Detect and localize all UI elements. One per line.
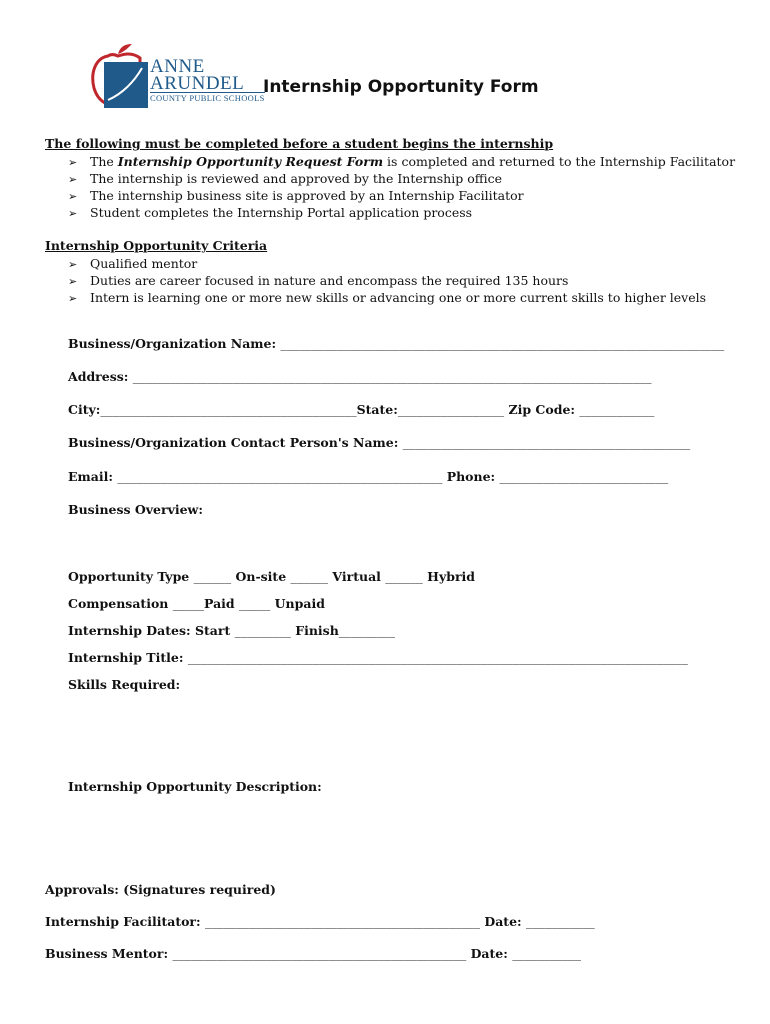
arrow-bullet-icon: ➢ [68, 156, 78, 169]
city-state-zip-row [68, 402, 654, 417]
zip-blank[interactable]: ____________ [579, 402, 655, 417]
virtual-label: Virtual [332, 569, 381, 584]
skills-required-label: Skills Required: [68, 677, 181, 692]
paid-blank[interactable]: _____ [172, 596, 204, 611]
contact-field[interactable] [68, 435, 690, 450]
criteria-list [68, 255, 706, 306]
mentor-date-blank[interactable]: ___________ [512, 946, 581, 961]
facilitator-date-label: Date: [484, 914, 522, 929]
business-name-blank[interactable]: _______________________________________________________________________ [280, 336, 725, 351]
email-label: Email: [68, 469, 113, 484]
business-name-field[interactable] [68, 336, 724, 351]
onsite-blank[interactable]: ______ [193, 569, 232, 584]
mentor-signature-row [45, 946, 581, 961]
apple-leaf-icon [118, 44, 132, 54]
address-label: Address: [68, 369, 129, 384]
list-item: ➢ Intern is learning one or more new skills or advancing one or more current skills to higher levels [68, 290, 707, 305]
email-phone-row [68, 469, 668, 484]
logo-wordmark [150, 58, 265, 103]
facilitator-signature-row [45, 914, 595, 929]
onsite-label: On-site [235, 569, 287, 584]
facilitator-date-blank[interactable]: ___________ [526, 914, 595, 929]
requirements-list [68, 153, 735, 221]
list-item: ➢ Qualified mentor [68, 256, 198, 271]
arrow-bullet-icon: ➢ [68, 190, 78, 203]
list-item: ➢ The internship is reviewed and approved by the Internship office [68, 171, 503, 186]
contact-label: Business/Organization Contact Person's Name: [68, 435, 399, 450]
state-blank[interactable]: _________________ [397, 402, 505, 417]
phone-label: Phone: [446, 469, 496, 484]
criteria-heading: Internship Opportunity Criteria [45, 238, 268, 253]
address-blank[interactable]: ___________________________________________________________________________________ [132, 369, 652, 384]
internship-title-field[interactable] [68, 650, 688, 665]
business-overview-label: Business Overview: [68, 502, 203, 517]
arrow-bullet-icon: ➢ [68, 207, 78, 220]
facilitator-signature-blank[interactable]: ____________________________________________ [205, 914, 480, 929]
zip-label: Zip Code: [508, 402, 576, 417]
dates-start-label: Internship Dates: Start [68, 623, 231, 638]
compensation-label: Compensation [68, 596, 169, 611]
internship-title-label: Internship Title: [68, 650, 184, 665]
opportunity-type-label: Opportunity Type [68, 569, 190, 584]
logo-line-anne: ANNE [150, 56, 205, 77]
finish-blank[interactable]: _________ [338, 623, 396, 638]
finish-label: Finish [295, 623, 339, 638]
requirements-heading: The following must be completed before a student begins the internship [45, 136, 554, 151]
arrow-bullet-icon: ➢ [68, 173, 78, 186]
state-label: State: [356, 402, 398, 417]
mentor-label: Business Mentor: [45, 946, 169, 961]
contact-blank[interactable]: ______________________________________________ [402, 435, 691, 450]
hybrid-blank[interactable]: ______ [385, 569, 423, 584]
arrow-bullet-icon: ➢ [68, 292, 78, 305]
business-name-label: Business/Organization Name: [68, 336, 277, 351]
list-item: ➢ Student completes the Internship Portal application process [68, 205, 473, 220]
page-title: Internship Opportunity Form [263, 77, 539, 97]
email-blank[interactable]: ____________________________________________________ [117, 469, 443, 484]
internship-title-blank[interactable]: ________________________________________________________________________________ [187, 650, 688, 665]
list-item: ➢ The Internship Opportunity Request Form is completed and returned to the Internship Facilitator [68, 154, 736, 169]
opportunity-type-row [68, 569, 475, 584]
list-item: ➢ The internship business site is approved by an Internship Facilitator [68, 188, 524, 203]
request-form-name: Internship Opportunity Request Form [117, 154, 384, 169]
phone-blank[interactable]: ___________________________ [499, 469, 669, 484]
address-field[interactable] [68, 369, 652, 384]
unpaid-blank[interactable]: _____ [239, 596, 271, 611]
paid-label: Paid [204, 596, 235, 611]
mentor-signature-blank[interactable]: _______________________________________________ [172, 946, 467, 961]
mentor-date-label: Date: [470, 946, 508, 961]
compensation-row [68, 596, 325, 611]
city-label: City: [68, 402, 101, 417]
hybrid-label: Hybrid [427, 569, 476, 584]
unpaid-label: Unpaid [274, 596, 325, 611]
logo-line-arundel: ARUNDEL [150, 73, 245, 94]
approvals-heading: Approvals: (Signatures required) [45, 882, 276, 897]
virtual-blank[interactable]: ______ [290, 569, 329, 584]
arrow-bullet-icon: ➢ [68, 258, 78, 271]
arrow-bullet-icon: ➢ [68, 275, 78, 288]
list-item: ➢ Duties are career focused in nature and encompass the required 135 hours [68, 273, 569, 288]
description-label: Internship Opportunity Description: [68, 779, 322, 794]
internship-dates-row [68, 623, 395, 638]
logo-line-county: COUNTY PUBLIC SCHOOLS [150, 93, 265, 103]
city-blank[interactable]: _________________________________________ [100, 402, 357, 417]
facilitator-label: Internship Facilitator: [45, 914, 201, 929]
dates-start-blank[interactable]: _________ [234, 623, 291, 638]
